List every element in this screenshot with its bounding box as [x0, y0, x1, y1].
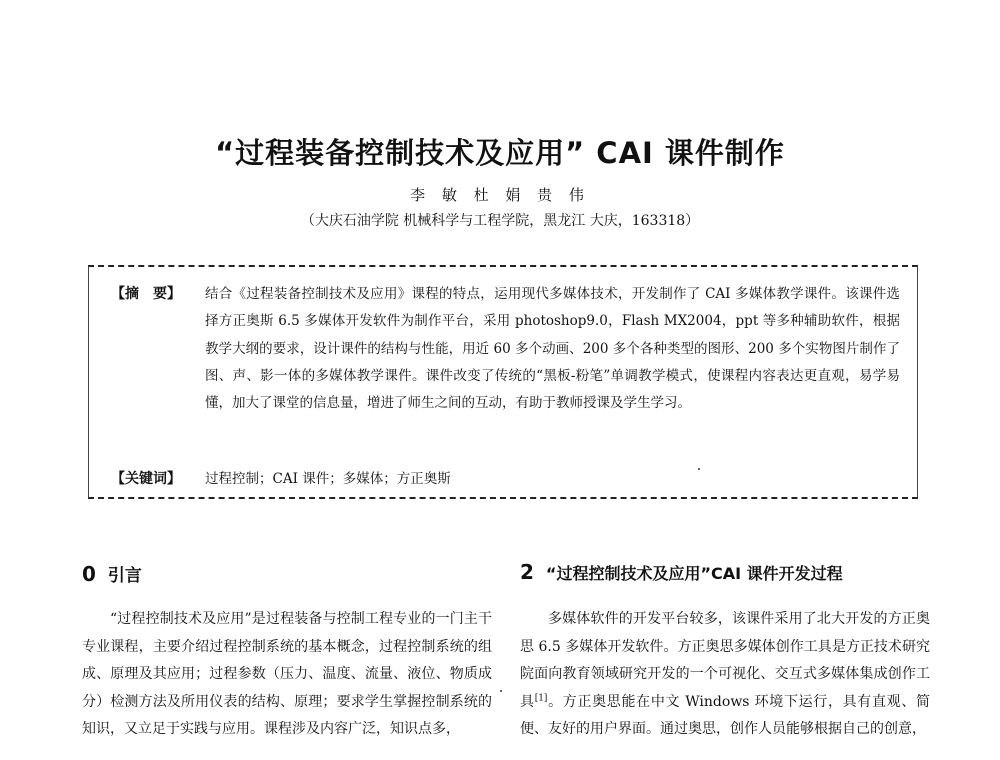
abstract-box [88, 265, 918, 499]
abstract-text: 结合《过程装备控制技术及应用》课程的特点，运用现代多媒体技术，开发制作了 CAI 多媒体教学课件。该课件选择方正奥斯 6.5 多媒体开发软件为制作平台，采用 photoshop9.0，Flash MX2004，ppt 等多种辅助软件，根据教学大纲的要求，设计课件的结构与性能，用近 60 多个动画、200 多个各种类型的图形、200 多个实物图片制作了图、声、影一体的多媒体教学课件。课件改变了传统的“黑板-粉笔”单调教学模式，使课程内容表达更直观，易学易懂，加大了课堂的信息量，增进了师生之间的互动，有助于教师授课及学生学习。 [205, 286, 900, 412]
section-0-number: 0 [82, 562, 96, 586]
section-2-heading [520, 560, 843, 584]
section-2-body-text-a: 多媒体软件的开发平台较多，该课件采用了北大开发的方正奥思 6.5 多媒体开发软件。方正奥思多媒体创作工具是方正技术研究院面向教育领域研究开发的一个可视化、交互式多媒体集成创作工具 [520, 611, 930, 710]
scan-speck [500, 690, 502, 692]
section-2-body [520, 606, 930, 744]
authors: 李 敏 杜 娟 贵 伟 [410, 186, 590, 204]
scan-speck [698, 468, 700, 470]
keywords-label: 【关键词】 [111, 471, 181, 487]
section-0-heading [82, 561, 142, 586]
keywords-text: 过程控制；CAI 课件；多媒体；方正奥斯 [205, 471, 451, 487]
abstract-label: 【摘 要】 [111, 286, 181, 302]
affiliation: （大庆石油学院 机械科学与工程学院，黑龙江 大庆，163318） [300, 213, 700, 229]
section-0-body: “过程控制技术及应用”是过程装备与控制工程专业的一门主干专业课程，主要介绍过程控制系统的基本概念，过程控制系统的组成、原理及其应用；过程参数（压力、温度、流量、液位、物质成分）检测方法及所用仪表的结构、原理；要求学生掌握控制系统的知识，又立足于实践与应用。课程涉及内容广泛，知识点多， [82, 611, 492, 737]
citation-marker: [1] [534, 692, 548, 703]
section-2-number: 2 [520, 560, 534, 584]
paper-title: “过程装备控制技术及应用” CAI 课件制作 [215, 136, 785, 170]
section-2-body-text-b: 。方正奥思能在中文 Windows 环境下运行，具有直观、简便、友好的用户界面。通过奥思，创作人员能够根据自己的创意， [520, 693, 931, 737]
section-0-title: 引言 [107, 566, 142, 586]
section-2-title: “过程控制技术及应用”CAI 课件开发过程 [545, 564, 843, 583]
